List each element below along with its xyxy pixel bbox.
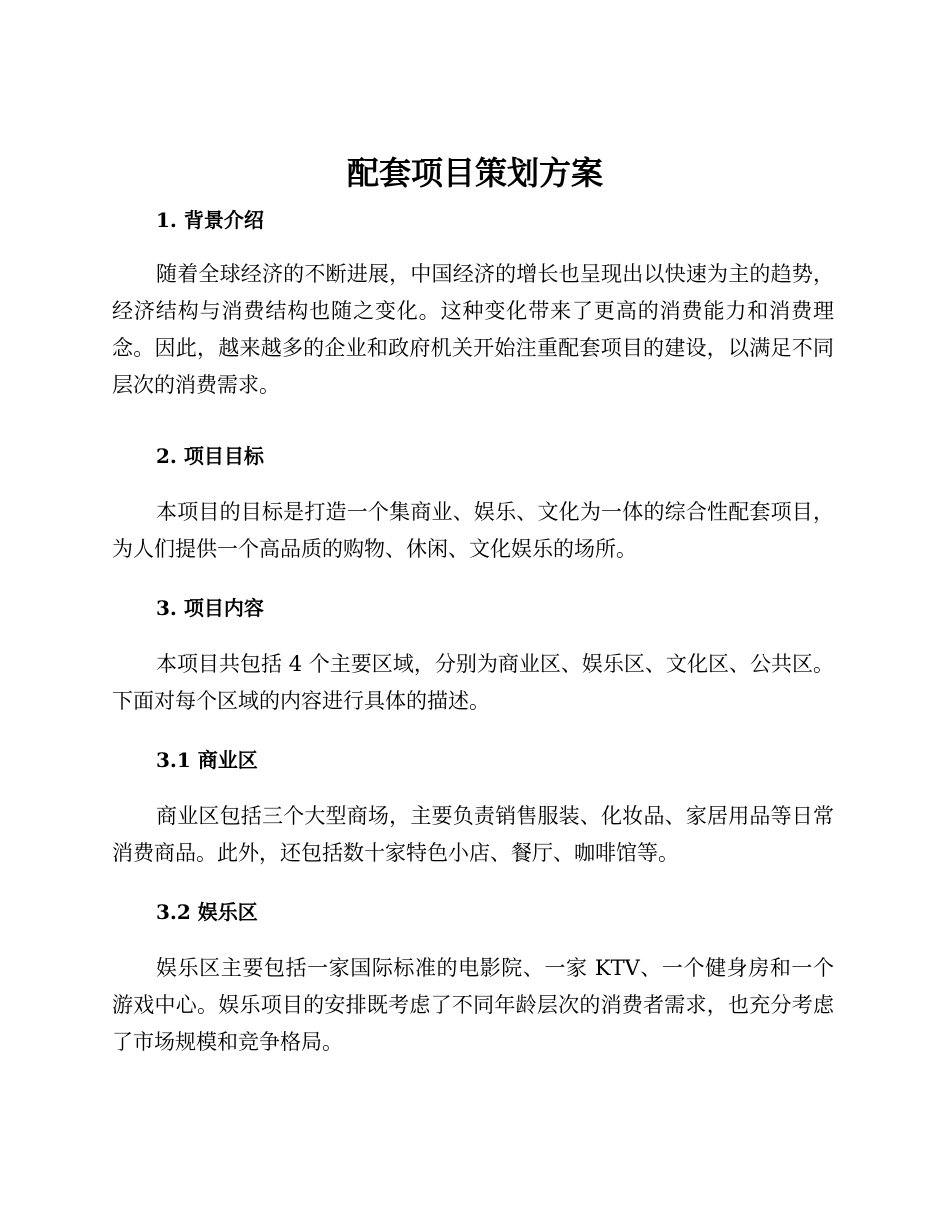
section-heading-goals: 2. 项目目标: [156, 444, 264, 468]
section-heading-entertainment: 3.2 娱乐区: [156, 900, 258, 924]
section-paragraph-goals: 本项目的目标是打造一个集商业、娱乐、文化为一体的综合性配套项目，为人们提供一个高品质的购物、休闲、文化娱乐的场所。: [112, 500, 834, 561]
section-heading-commercial: 3.1 商业区: [156, 748, 258, 772]
document-title: 配套项目策划方案: [346, 154, 603, 192]
section-heading-background: 1. 背景介绍: [156, 208, 264, 232]
section-heading-content: 3. 项目内容: [156, 596, 264, 620]
section-paragraph-commercial: 商业区包括三个大型商场，主要负责销售服装、化妆品、家居用品等日常消费商品。此外，还包括数十家特色小店、餐厅、咖啡馆等。: [112, 804, 834, 865]
section-paragraph-entertainment: 娱乐区主要包括一家国际标准的电影院、一家 KTV、一个健身房和一个游戏中心。娱乐项目的安排既考虑了不同年龄层次的消费者需求，也充分考虑了市场规模和竞争格局。: [112, 956, 834, 1054]
section-paragraph-background: 随着全球经济的不断进展，中国经济的增长也呈现出以快速为主的趋势，经济结构与消费结构也随之变化。这种变化带来了更高的消费能力和消费理念。因此，越来越多的企业和政府机关开始注重配套项目的建设，以满足不同层次的消费需求。: [112, 262, 834, 397]
section-paragraph-content: 本项目共包括 4 个主要区域，分别为商业区、娱乐区、文化区、公共区。下面对每个区域的内容进行具体的描述。: [112, 652, 834, 713]
